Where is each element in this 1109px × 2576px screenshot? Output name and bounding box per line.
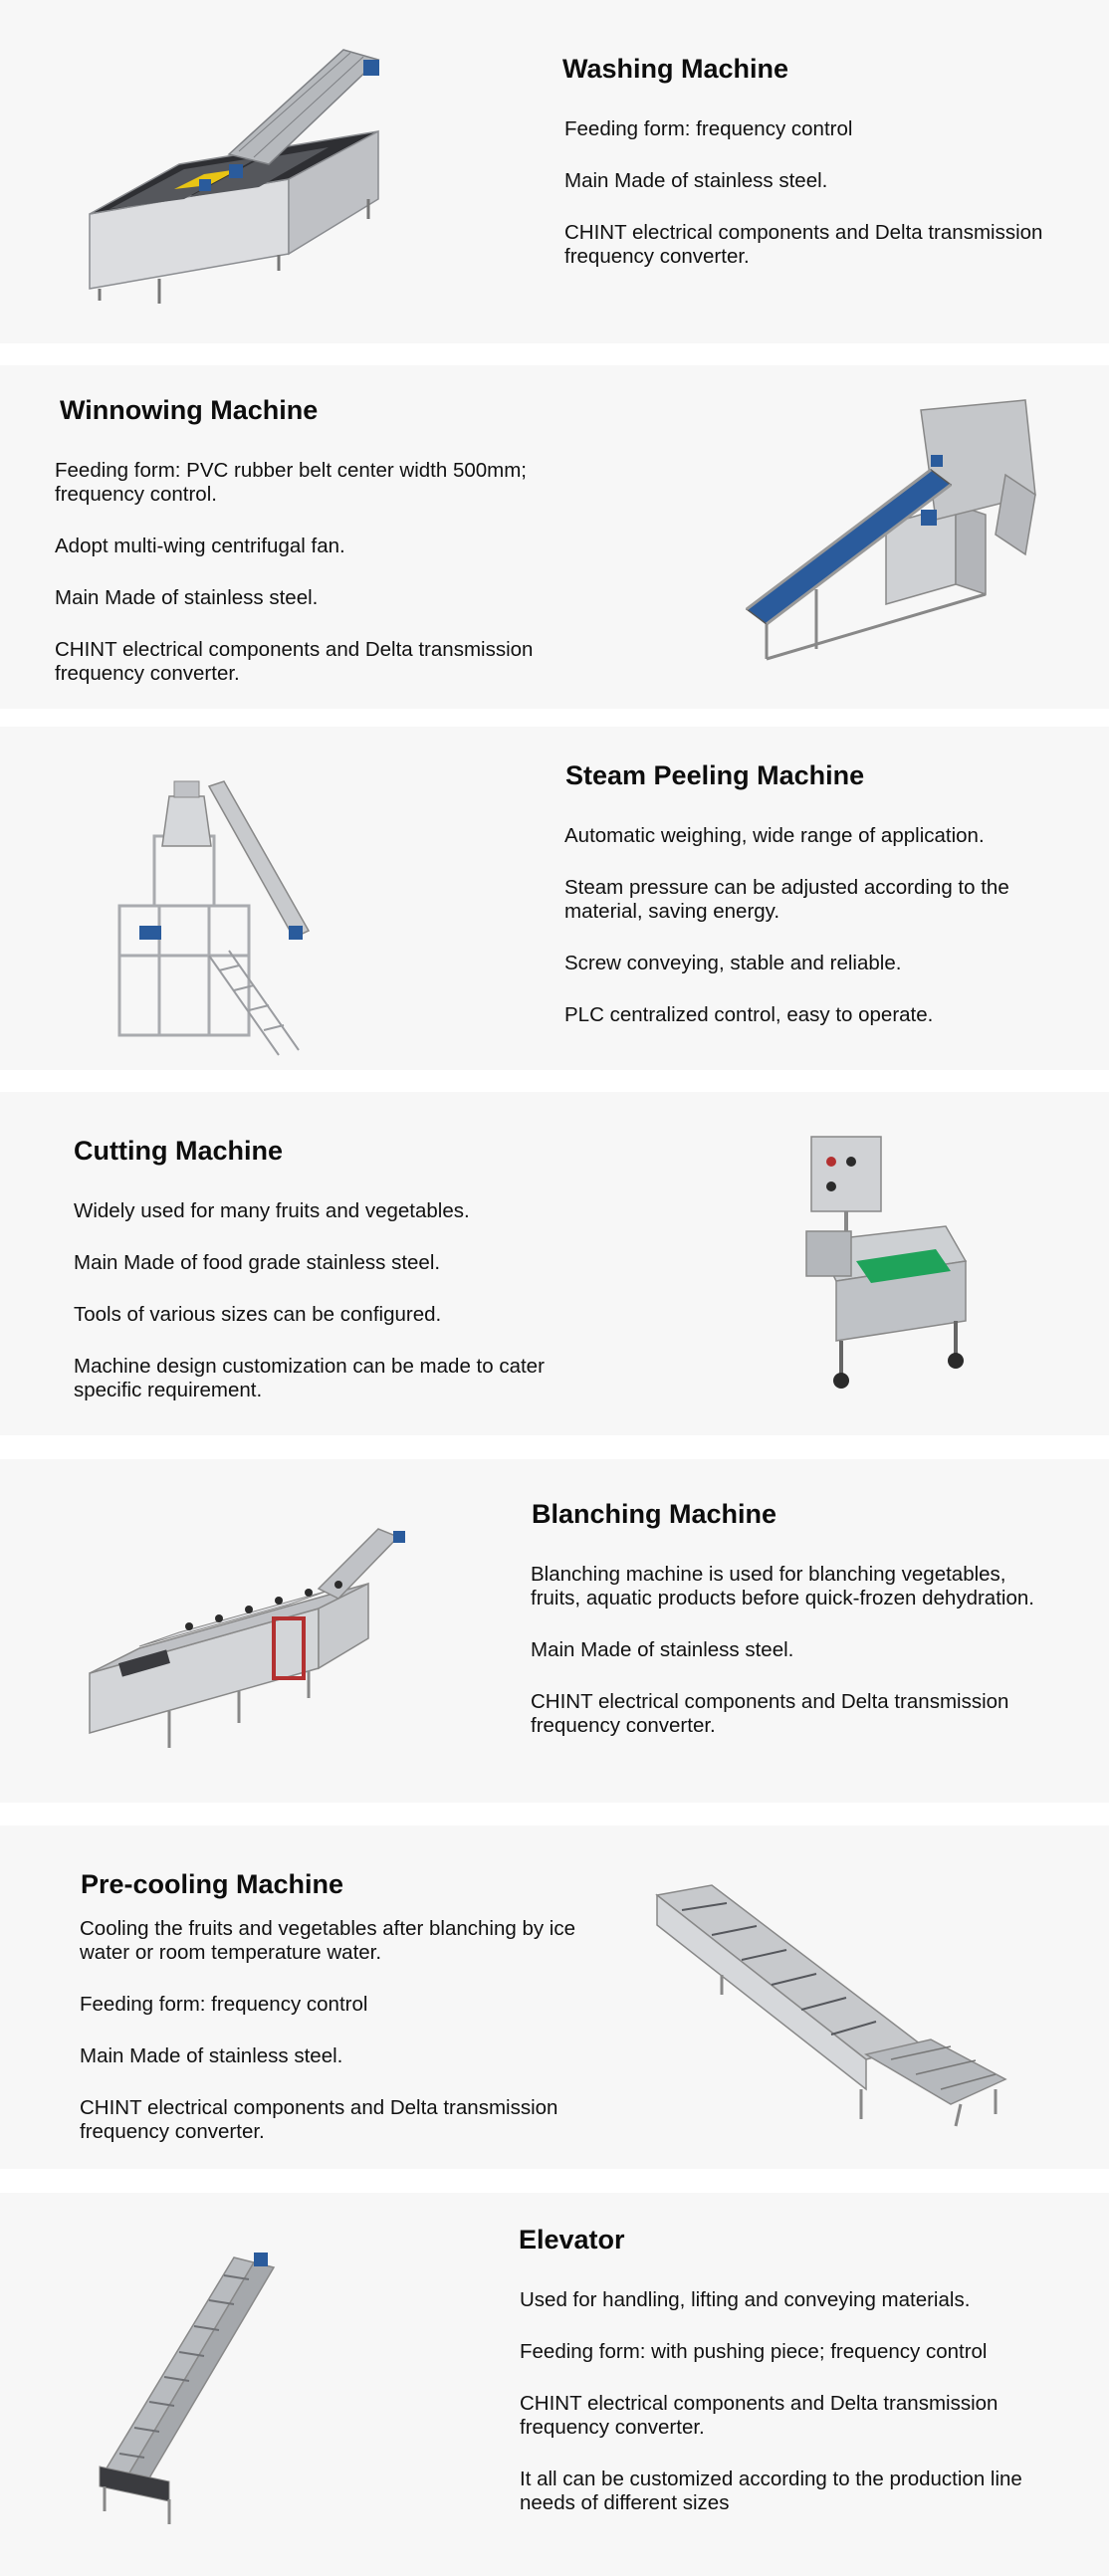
machine-title: Winnowing Machine <box>60 395 319 425</box>
elevator-image <box>95 2233 314 2531</box>
feature-item: CHINT electrical components and Delta transmission frequency converter. <box>520 2392 998 2439</box>
feature-item: Feeding form: frequency control <box>80 1993 368 2016</box>
feature-item: Main Made of stainless steel. <box>80 2044 343 2067</box>
feature-item: Cooling the fruits and vegetables after blanching by ice water or room temperature water. <box>80 1917 576 1964</box>
feature-list <box>55 459 572 714</box>
blanching-machine-image <box>80 1499 418 1768</box>
feature-list <box>564 117 1082 297</box>
steam-peeling-machine-image <box>100 766 338 1065</box>
feature-item: CHINT electrical components and Delta transmission frequency converter. <box>80 2096 558 2143</box>
feature-list <box>531 1563 1048 1766</box>
feature-item: It all can be customized according to the production line needs of different sizes <box>520 2468 1022 2514</box>
feature-item: Main Made of food grade stainless steel. <box>74 1251 441 1274</box>
machine-title: Elevator <box>519 2225 625 2254</box>
section-pre-cooling-machine <box>0 1825 1109 2169</box>
machine-title: Blanching Machine <box>532 1499 777 1529</box>
feature-item: Feeding form: frequency control <box>564 117 853 140</box>
section-blanching-machine <box>0 1459 1109 1803</box>
feature-item: Screw conveying, stable and reliable. <box>564 952 902 974</box>
feature-item: Steam pressure can be adjusted according to the material, saving energy. <box>564 876 1009 923</box>
pre-cooling-machine-image <box>652 1865 1030 2134</box>
feature-item: CHINT electrical components and Delta transmission frequency converter. <box>564 221 1043 268</box>
feature-item: Main Made of stainless steel. <box>531 1638 794 1661</box>
feature-list <box>80 1917 597 2172</box>
feature-item: PLC centralized control, easy to operate. <box>564 1003 934 1026</box>
feature-item: Widely used for many fruits and vegetables. <box>74 1199 470 1222</box>
feature-list <box>520 2288 1037 2543</box>
section-winnowing-machine <box>0 365 1109 709</box>
feature-item: CHINT electrical components and Delta transmission frequency converter. <box>531 1690 1009 1737</box>
feature-item: Adopt multi-wing centrifugal fan. <box>55 535 345 557</box>
feature-item: Automatic weighing, wide range of application. <box>564 824 985 847</box>
section-cutting-machine <box>0 1092 1109 1435</box>
machine-title: Pre-cooling Machine <box>81 1869 344 1899</box>
winnowing-machine-image <box>737 395 1045 674</box>
feature-item: CHINT electrical components and Delta transmission frequency converter. <box>55 638 534 685</box>
feature-list <box>74 1199 591 1430</box>
feature-item: Used for handling, lifting and conveying materials. <box>520 2288 971 2311</box>
feature-item: Main Made of stainless steel. <box>564 169 828 192</box>
cutting-machine-image <box>796 1132 976 1400</box>
feature-item: Tools of various sizes can be configured. <box>74 1303 442 1326</box>
feature-list <box>564 824 1082 1055</box>
feature-item: Feeding form: PVC rubber belt center width 500mm; frequency control. <box>55 459 527 506</box>
machine-title: Steam Peeling Machine <box>565 760 865 790</box>
feature-item: Machine design customization can be made to cater specific requirement. <box>74 1355 545 1401</box>
machine-title: Cutting Machine <box>74 1136 283 1166</box>
section-washing-machine <box>0 0 1109 343</box>
section-steam-peeling-machine <box>0 727 1109 1070</box>
feature-item: Blanching machine is used for blanching vegetables, fruits, aquatic products before quick-frozen dehydration. <box>531 1563 1034 1610</box>
feature-item: Main Made of stainless steel. <box>55 586 319 609</box>
feature-item: Feeding form: with pushing piece; frequency control <box>520 2340 988 2363</box>
machine-title: Washing Machine <box>562 54 789 84</box>
section-elevator <box>0 2193 1109 2576</box>
washing-machine-image <box>80 40 398 309</box>
